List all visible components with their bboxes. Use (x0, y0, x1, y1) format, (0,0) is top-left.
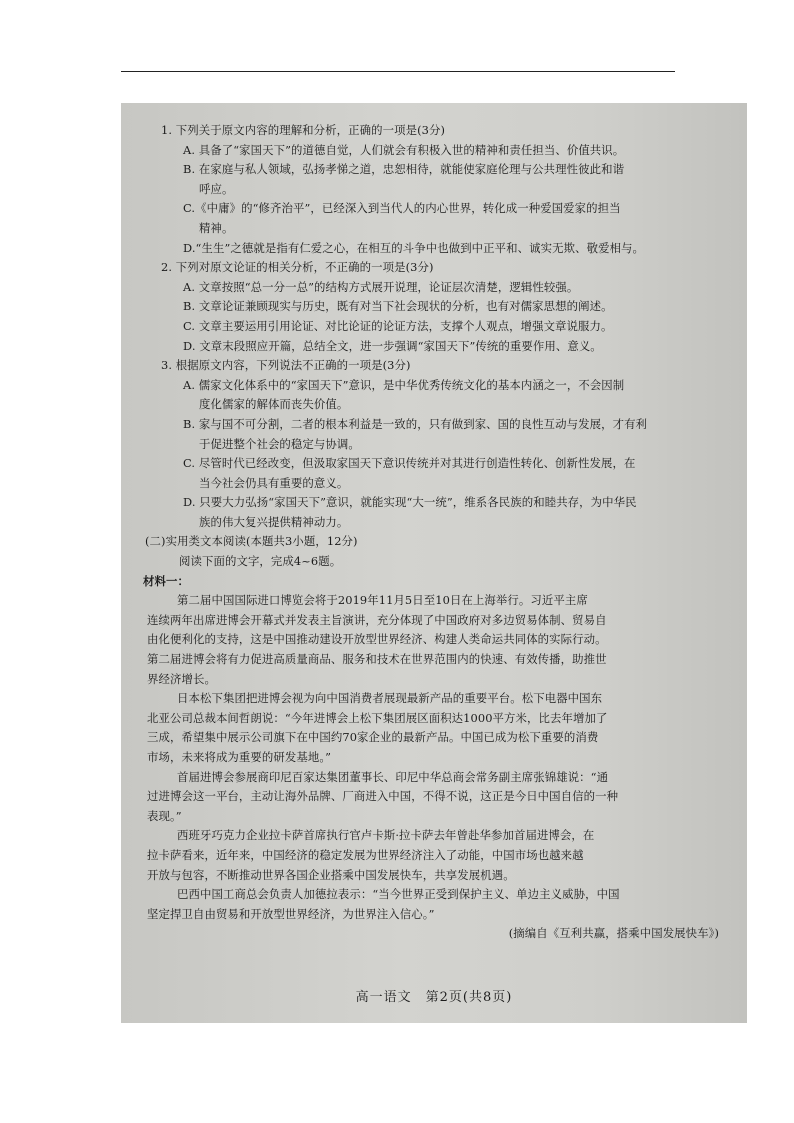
question-3-option-a-cont: 度化儒家的解体而丧失价值。 (199, 397, 349, 412)
question-2-option-d: D. 文章末段照应开篇，总结全文，进一步强调“家国天下”传统的重要作用、意义。 (183, 338, 602, 353)
paragraph-line: 拉卡萨看来，近年来，中国经济的稳定发展为世界经济注入了动能，中国市场也越来越 (147, 847, 584, 862)
paragraph-line: 由化便利化的支持，这是中国推动建设开放型世界经济、构建人类命运共同体的实际行动。 (147, 632, 607, 647)
material-paragraph-1 (139, 591, 729, 689)
section-title: (二)实用类文本阅读(本题共3小题，12分) (145, 534, 358, 549)
question-1-option-d: D.“生生”之德就是指有仁爱之心，在相互的斗争中也做到中正平和、诚实无欺、敬爱相与。 (183, 240, 645, 255)
question-3-option-d: D. 只要大力弘扬“家国天下”意识，就能实现“大一统”，维系各民族的和睦共存，为中华民 (183, 495, 637, 510)
paragraph-line: 巴西中国工商总会负责人加德拉表示：“当今世界正受到保护主义、单边主义威胁，中国 (177, 887, 620, 902)
paragraph-line: 北亚公司总裁本间哲朗说：“今年进博会上松下集团展区面积达1000平方米，比去年增加了 (147, 710, 608, 725)
material-title: 材料一： (143, 573, 189, 588)
paragraph-line: 开放与包容，不断推动世界各国企业搭乘中国发展快车，共享发展机遇。 (147, 867, 515, 882)
paragraph-line: 坚定捍卫自由贸易和开放型世界经济，为世界注入信心。” (147, 906, 435, 921)
exam-page-photo (121, 103, 747, 1023)
paragraph-line: 表现。” (147, 808, 182, 823)
material-paragraph-4 (139, 826, 729, 885)
top-rule (121, 71, 675, 72)
paragraph-line: 三成，希望集中展示公司旗下在中国约70家企业的最新产品。中国已成为松下重要的消费 (147, 730, 599, 745)
question-2-option-a: A. 文章按照“总一分一总”的结构方式展开说理，论证层次清楚，逻辑性较强。 (183, 279, 579, 294)
question-3-option-c: C. 尽管时代已经改变，但汲取家国天下意识传统并对其进行创造性转化、创新性发展，在 (183, 456, 636, 471)
material-paragraph-5 (139, 885, 729, 924)
paragraph-line: 市场，未来将成为重要的研发基地。” (147, 750, 332, 764)
material-paragraph-2 (139, 689, 729, 767)
question-3-option-a: A. 儒家文化体系中的“家国天下”意识，是中华优秀传统文化的基本内涵之一，不会因制 (183, 377, 625, 392)
paragraph-line: 过进博会这一平台，主动让海外品牌、厂商进入中国，不得不说，这正是今日中国自信的一种 (147, 789, 619, 804)
question-2-option-c: C. 文章主要运用引用论证、对比论证的论证方法，支撑个人观点，增强文章说服力。 (183, 318, 613, 333)
question-3-option-b-cont: 于促进整个社会的稳定与协调。 (199, 436, 360, 451)
question-2-stem: 2. 下列对原文论证的相关分析，不正确的一项是(3分) (161, 260, 434, 275)
question-1-option-b-cont: 呼应。 (199, 181, 234, 196)
page-footer: 高一语文 第2页(共8页) (355, 990, 513, 1005)
paragraph-line: 日本松下集团把进博会视为向中国消费者展现最新产品的重要平台。松下电器中国东 (177, 691, 603, 706)
question-3-option-c-cont: 当今社会仍具有重要的意义。 (199, 475, 349, 490)
paragraph-line: 界经济增长。 (147, 671, 216, 686)
question-3-option-b: B. 家与国不可分割，二者的根本利益是一致的，只有做到家、国的良性互动与发展，才有利 (183, 416, 648, 431)
exam-content (139, 121, 729, 944)
paragraph-line: 连续两年出席进博会开幕式并发表主旨演讲，充分体现了中国政府对多边贸易体制、贸易自 (147, 612, 607, 627)
paragraph-line: 西班牙巧克力企业拉卡萨首席执行官卢卡斯·拉卡萨去年曾赴华参加首届进博会，在 (177, 828, 595, 843)
question-3-option-d-cont: 族的伟大复兴提供精神动力。 (199, 514, 349, 529)
material-source: (摘编自《互利共赢，搭乘中国发展快车》) (508, 926, 719, 941)
material-paragraph-3 (139, 768, 729, 827)
question-3-stem: 3. 根据原文内容，下列说法不正确的一项是(3分) (161, 358, 411, 373)
question-2-option-b: B. 文章论证兼顾现实与历史，既有对当下社会现状的分析，也有对儒家思想的阐述。 (183, 299, 613, 314)
question-1-option-c: C.《中庸》的“修齐治平”，已经深入到当代人的内心世界，转化成一种爱国爱家的担当 (183, 201, 621, 216)
paragraph-line: 首届进博会参展商印尼百家达集团董事长、印尼中华总商会常务副主席张锦雄说：“通 (177, 769, 609, 784)
section-instruction: 阅读下面的文字，完成4~6题。 (179, 554, 342, 569)
question-1-stem: 1. 下列关于原文内容的理解和分析，正确的一项是(3分) (161, 123, 446, 137)
question-1-option-a: A. 具备了“家国天下”的道德自觉，人们就会有积极入世的精神和责任担当、价值共识。 (183, 142, 625, 157)
paragraph-line: 第二届中国国际进口博览会将于2019年11月5日至10日在上海举行。习近平主席 (177, 593, 588, 608)
question-1-option-b: B. 在家庭与私人领域，弘扬孝悌之道，忠恕相待，就能使家庭伦理与公共理性彼此和谐 (183, 162, 625, 177)
question-1-option-c-cont: 精神。 (199, 220, 234, 235)
paragraph-line: 第二届进博会将有力促进高质量商品、服务和技术在世界范围内的快速、有效传播，助推世 (147, 652, 607, 667)
